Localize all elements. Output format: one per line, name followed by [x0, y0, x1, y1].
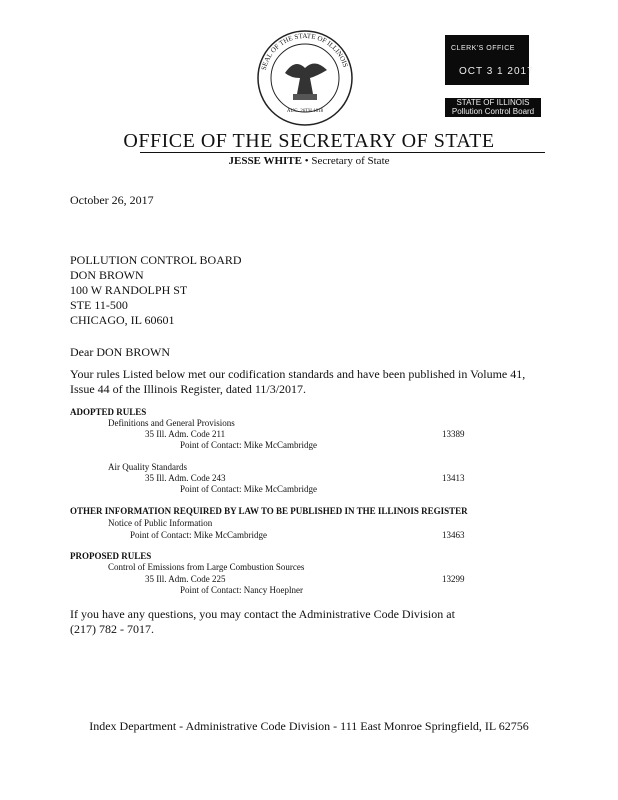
rule-page: 13389: [442, 429, 465, 439]
received-stamp-office: CLERK'S OFFICE: [451, 45, 515, 52]
closing-phone: (217) 782 - 7017.: [70, 622, 154, 636]
rule-title: Definitions and General Provisions: [108, 418, 235, 428]
recipient-address: [70, 253, 242, 328]
state-seal: [255, 28, 355, 128]
rule-contact: Point of Contact: Mike McCambridge: [130, 530, 267, 540]
salutation: Dear DON BROWN: [70, 345, 170, 359]
address-line: 100 W RANDOLPH ST: [70, 283, 188, 297]
board-stamp-board: Pollution Control Board: [451, 107, 535, 116]
closing-paragraph: [70, 607, 550, 637]
address-line: CHICAGO, IL 60601: [70, 313, 175, 327]
seal-ring-text: SEAL OF THE STATE OF ILLINOIS: [259, 31, 350, 72]
header-rule: [140, 152, 545, 153]
closing-line: If you have any questions, you may contact the Administrative Code Division at: [70, 607, 455, 621]
rule-title: Control of Emissions from Large Combustion Sources: [108, 562, 305, 572]
office-title: OFFICE OF THE SECRETARY OF STATE: [123, 130, 495, 152]
received-stamp: [445, 35, 534, 85]
footer-address: Index Department - Administrative Code Division - 111 East Monroe Springfield, IL 62756: [89, 719, 529, 733]
address-line: STE 11-500: [70, 298, 128, 312]
rule-contact: Point of Contact: Mike McCambridge: [180, 484, 317, 494]
rule-code: 35 Ill. Adm. Code 243: [145, 473, 226, 483]
secretary-title: • Secretary of State: [301, 155, 390, 167]
board-stamp-state: STATE OF ILLINOIS: [456, 98, 530, 107]
address-line: POLLUTION CONTROL BOARD: [70, 253, 242, 267]
rule-contact: Point of Contact: Mike McCambridge: [180, 440, 317, 450]
rule-contact: Point of Contact: Nancy Hoeplner: [180, 585, 303, 595]
rule-page: 13413: [442, 473, 465, 483]
rule-page: 13299: [442, 574, 465, 584]
rule-code: 35 Ill. Adm. Code 211: [145, 429, 226, 439]
address-line: DON BROWN: [70, 268, 144, 282]
rule-code: 35 Ill. Adm. Code 225: [145, 574, 226, 584]
secretary-name: JESSE WHITE: [228, 155, 302, 167]
adopted-rules-heading: ADOPTED RULES: [70, 407, 147, 417]
proposed-rules-heading: PROPOSED RULES: [70, 551, 152, 561]
received-stamp-date: OCT 3 1 2017: [459, 66, 534, 77]
rule-title: Air Quality Standards: [108, 462, 187, 472]
body-paragraph: Your rules Listed below met our codification standards and have been published in Volume 41, Issue 44 of the Illinois Register, dated 11/3/2017.: [70, 367, 526, 396]
other-information-heading: OTHER INFORMATION REQUIRED BY LAW TO BE PUBLISHED IN THE ILLINOIS REGISTER: [70, 506, 468, 516]
secretary-line: [0, 155, 618, 167]
letter-date: October 26, 2017: [70, 193, 154, 207]
seal-dates: AUG. 26TH 1818: [286, 109, 324, 114]
board-stamp: [445, 98, 541, 117]
rule-page: 13463: [442, 530, 465, 540]
rule-title: Notice of Public Information: [108, 518, 213, 528]
